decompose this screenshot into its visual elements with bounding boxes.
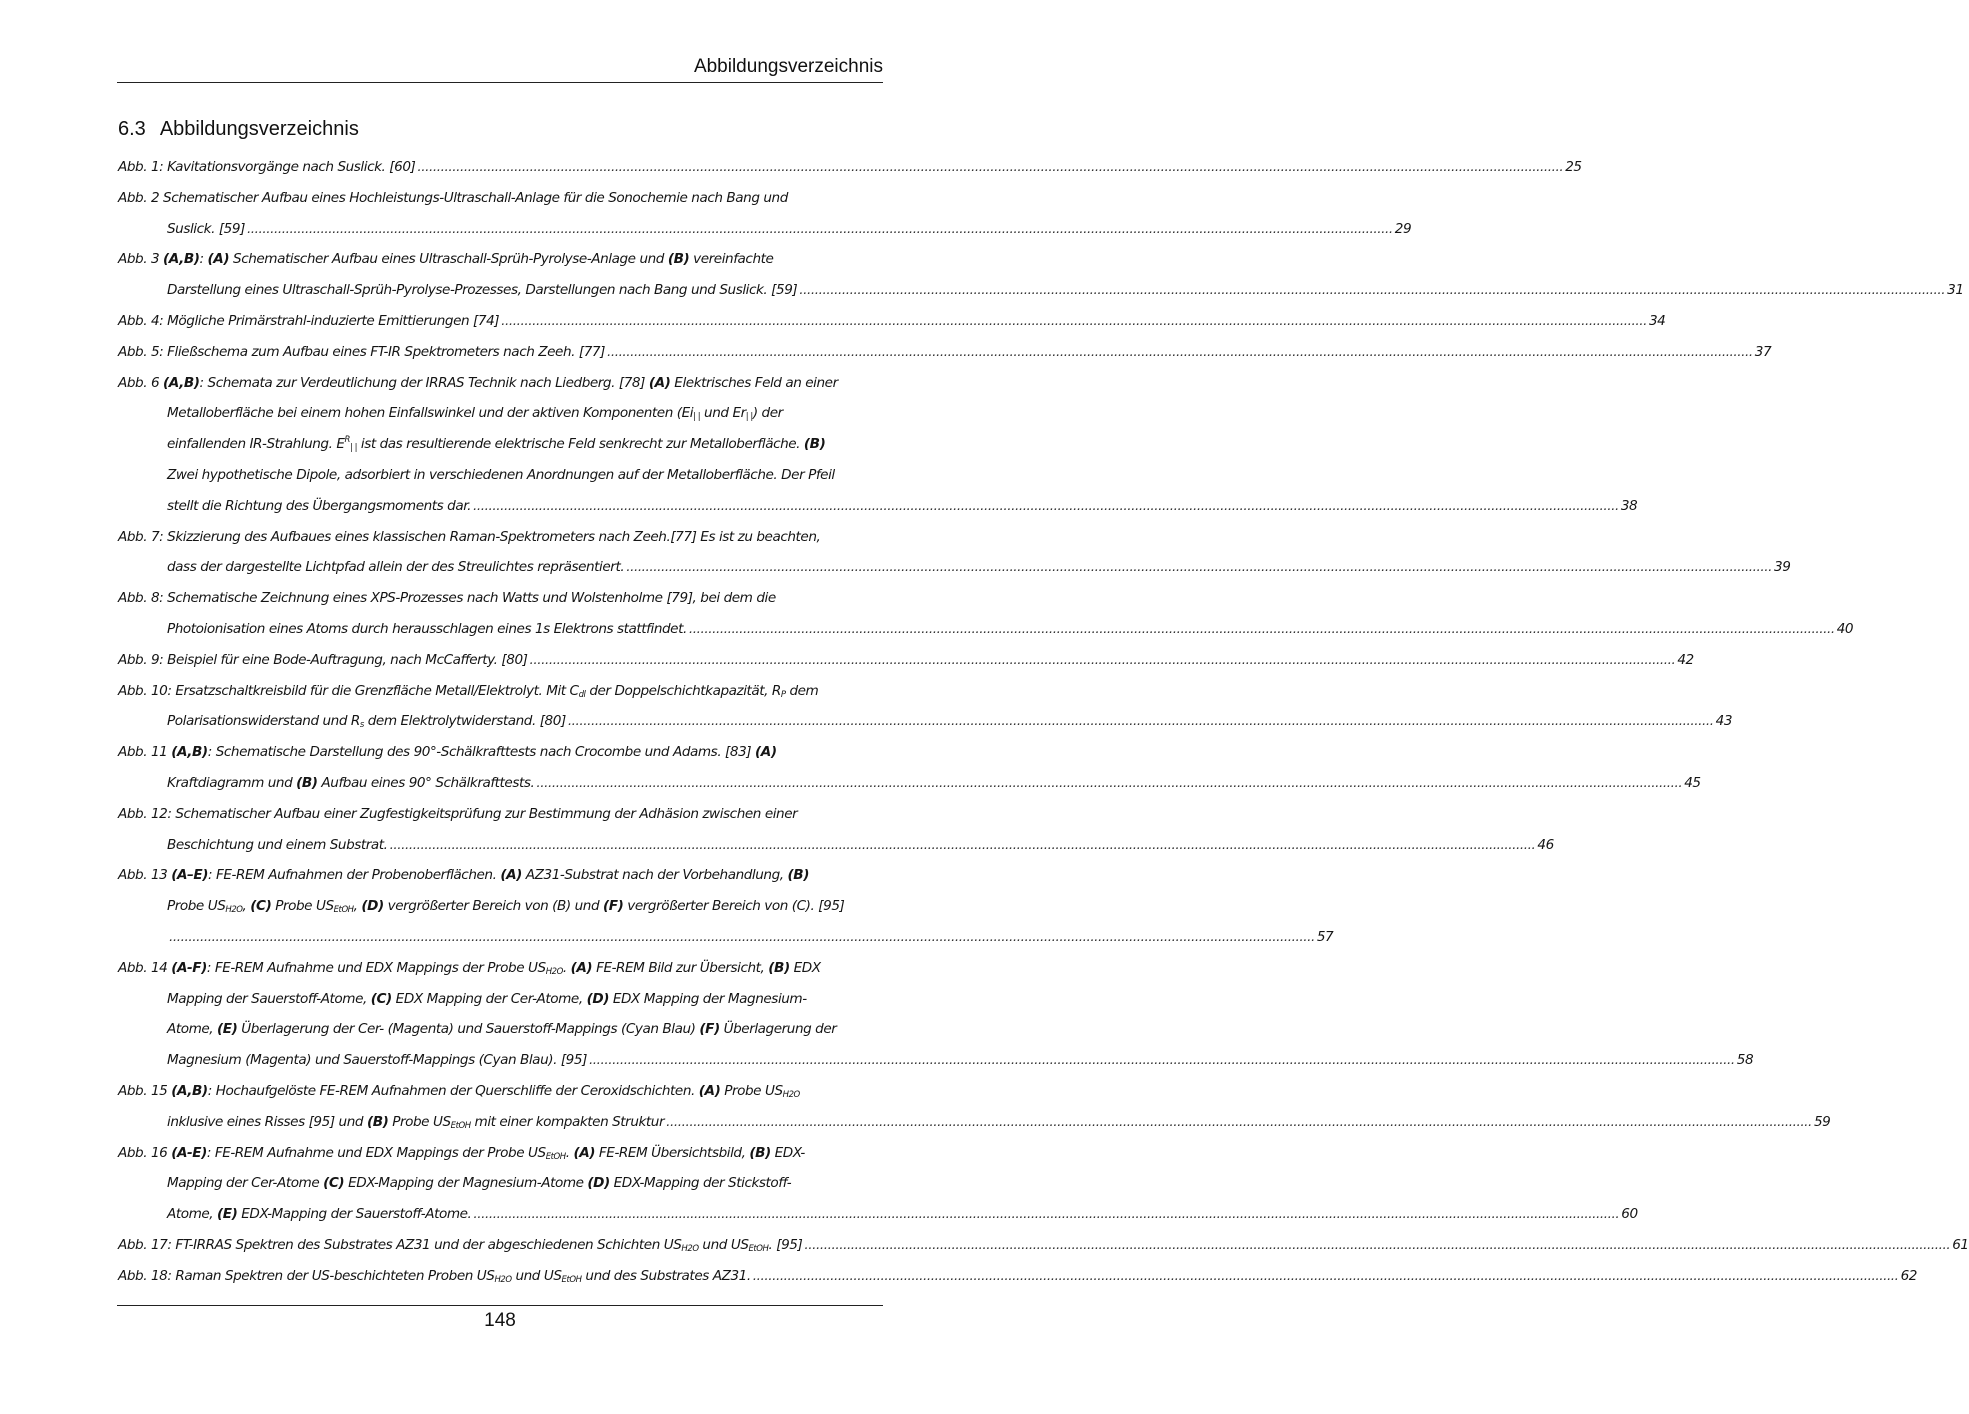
- figure-entry: [118, 1076, 1831, 1138]
- entry-text: [167, 1107, 664, 1138]
- figure-entry-line: [118, 1014, 882, 1045]
- figure-entry-line: [118, 799, 882, 830]
- dot-leader: [753, 1261, 1899, 1292]
- subscript: H2O: [782, 1089, 800, 1100]
- text-run: der Doppelschichtkapazität, R: [585, 682, 781, 699]
- text-run: mit einer kompakten Struktur: [470, 1113, 665, 1130]
- entry-page-number: 39: [1774, 559, 1791, 576]
- entry-text: [167, 429, 825, 460]
- bold-label: (B): [749, 1144, 771, 1161]
- figure-entry: [118, 953, 1754, 1076]
- figure-entry: [118, 860, 1334, 952]
- entry-page-number: 45: [1684, 774, 1701, 791]
- bold-label: (C): [323, 1175, 345, 1192]
- text-run: Abb. 15: [118, 1082, 172, 1099]
- bold-label: (F): [699, 1021, 720, 1038]
- subscript: H2O: [225, 905, 243, 916]
- dot-leader: [626, 552, 1772, 583]
- dot-leader: [473, 491, 1619, 522]
- text-run: : FE-REM Aufnahme und EDX Mappings der Probe US: [206, 959, 546, 976]
- bold-label: (A): [573, 1144, 596, 1161]
- section-number: 6.3: [118, 118, 146, 140]
- entry-text: [167, 706, 566, 737]
- text-run: Atome,: [167, 1206, 218, 1223]
- text-run: . [95]: [768, 1236, 803, 1253]
- entry-page-number: 25: [1565, 159, 1582, 175]
- figure-entry: [118, 799, 1554, 861]
- text-run: Abb. 10: Ersatzschaltkreisbild für die Grenzfläche Metall/Elektrolyt. Mit C: [118, 682, 579, 699]
- figure-entry-line: [118, 1076, 882, 1107]
- text-run: : Hochaufgelöste FE-REM Aufnahmen der Querschliffe der Ceroxidschichten.: [207, 1082, 699, 1099]
- figure-entry-line: [118, 183, 882, 214]
- text-run: vereinfachte: [689, 251, 774, 268]
- text-run: einfallenden IR-Strahlung. E: [167, 436, 345, 453]
- entry-text: [167, 1168, 791, 1199]
- entry-page-number: 60: [1621, 1206, 1638, 1223]
- figure-entry-line: [118, 645, 1694, 676]
- figure-entry-line: [118, 491, 1638, 522]
- text-run: FE-REM Übersichtsbild,: [595, 1144, 750, 1161]
- bold-label: (D): [361, 898, 384, 915]
- text-run: Mapping der Sauerstoff-Atome,: [167, 990, 371, 1007]
- bold-label: (A–E): [171, 867, 208, 884]
- entry-text: [118, 1261, 751, 1292]
- bold-label: (A): [207, 251, 230, 268]
- text-run: AZ31-Substrat nach der Vorbehandlung,: [521, 867, 788, 884]
- text-run: inklusive eines Risses [95] und: [167, 1113, 367, 1130]
- text-run: .: [565, 1144, 574, 1161]
- subscript: EtOH: [561, 1274, 582, 1285]
- text-run: und Er: [700, 405, 746, 422]
- text-run: Abb. 18: Raman Spektren der US-beschichteten Proben US: [118, 1267, 495, 1284]
- text-run: Metalloberfläche bei einem hohen Einfallswinkel und der aktiven Komponenten (Ei: [167, 405, 694, 422]
- dot-leader: [501, 306, 1647, 337]
- subscript: | |: [693, 412, 701, 423]
- superscript: R: [344, 435, 350, 446]
- entry-text: [167, 275, 797, 306]
- dot-leader: [689, 614, 1835, 645]
- subscript: P: [780, 689, 786, 700]
- text-run: Magnesium (Magenta) und Sauerstoff-Mappings (Cyan Blau). [95]: [167, 1052, 587, 1069]
- entry-text: [167, 214, 245, 245]
- entry-text: [167, 460, 835, 491]
- text-run: ) der: [752, 405, 783, 422]
- text-run: dass der dargestellte Lichtpfad allein der des Streulichtes repräsentiert.: [167, 559, 625, 576]
- figure-entry-line: [118, 1168, 882, 1199]
- entry-text: [118, 737, 777, 768]
- text-run: Abb. 16: [118, 1144, 172, 1161]
- footer-rule: [117, 1305, 883, 1306]
- bold-label: (A-F): [171, 959, 207, 976]
- bold-label: (A,B): [171, 1082, 208, 1099]
- text-run: Atome,: [167, 1021, 218, 1038]
- entry-text: [167, 398, 783, 429]
- entry-page-number: 58: [1736, 1052, 1754, 1069]
- running-header: Abbildungsverzeichnis: [117, 56, 883, 83]
- text-run: Mapping der Cer-Atome: [167, 1175, 324, 1192]
- figure-entry: [118, 337, 1772, 368]
- entry-text: [118, 799, 797, 830]
- subscript: EtOH: [333, 905, 354, 916]
- entry-text: [167, 1199, 471, 1230]
- text-run: Abb. 17: FT-IRRAS Spektren des Substrates AZ31 und der abgeschiedenen Schichten US: [118, 1236, 682, 1253]
- text-run: Abb. 5: Fließschema zum Aufbau eines FT-IR Spektrometers nach Zeeh. [77]: [118, 343, 605, 360]
- entry-text: [167, 1045, 587, 1076]
- figure-entry-line: [118, 1199, 1638, 1230]
- text-run: Abb. 6: [118, 374, 164, 391]
- figure-entry: [118, 676, 1733, 738]
- dot-leader: [804, 1230, 1950, 1261]
- entry-page-number: 40: [1836, 620, 1854, 637]
- text-run: Photoionisation eines Atoms durch herausschlagen eines 1s Elektrons stattfindet.: [167, 620, 687, 637]
- figure-entry-line: [118, 429, 882, 460]
- figure-entry: [118, 737, 1701, 799]
- bold-label: (A): [648, 374, 671, 391]
- bold-label: (B): [296, 774, 318, 791]
- figure-entry-line: [118, 552, 1791, 583]
- bold-label: (B): [787, 867, 809, 884]
- text-run: Probe US: [271, 898, 334, 915]
- figure-entry: [118, 183, 1412, 245]
- bold-label: (B): [768, 959, 790, 976]
- entry-text: [118, 522, 820, 553]
- figure-entry-line: [118, 1107, 1831, 1138]
- text-run: und US: [511, 1267, 562, 1284]
- dot-leader: [473, 1199, 1619, 1230]
- text-run: Probe US: [720, 1082, 783, 1099]
- section-heading: [118, 118, 359, 141]
- subscript: H2O: [494, 1274, 512, 1285]
- subscript: EtOH: [748, 1243, 769, 1254]
- dot-leader: [247, 214, 1393, 245]
- text-run: Abb. 1: Kavitationsvorgänge nach Suslick. [60]: [118, 159, 416, 175]
- figure-entry-line: [118, 306, 1666, 337]
- figure-entry-line: [118, 891, 882, 922]
- figure-entry-line: [118, 676, 882, 707]
- figure-entry: [118, 152, 1582, 183]
- text-run: Zwei hypothetische Dipole, adsorbiert in verschiedenen Anordnungen auf der Metalloberfläche. Der Pfeil: [167, 466, 835, 483]
- entry-page-number: 38: [1620, 497, 1638, 514]
- entry-text: [118, 583, 776, 614]
- figure-entry-line: [118, 583, 882, 614]
- bold-label: (A): [698, 1082, 721, 1099]
- figure-list: [118, 152, 1969, 1291]
- bold-label: (B): [667, 251, 690, 268]
- entry-text: [167, 768, 534, 799]
- text-run: Polarisationswiderstand und R: [167, 713, 360, 730]
- bold-label: (D): [586, 990, 609, 1007]
- figure-entry-line: [118, 614, 1854, 645]
- entry-text: [167, 614, 687, 645]
- entry-page-number: 61: [1952, 1236, 1969, 1253]
- text-run: Abb. 11: [118, 744, 172, 761]
- subscript: H2O: [681, 1243, 699, 1254]
- entry-page-number: 34: [1648, 312, 1666, 329]
- entry-text: [167, 891, 844, 922]
- entry-text: [118, 645, 528, 676]
- text-run: EDX Mapping der Cer-Atome,: [391, 990, 587, 1007]
- subscript: | |: [349, 443, 358, 454]
- entry-text: [167, 984, 807, 1015]
- figure-entry-line: [118, 522, 882, 553]
- entry-text: [118, 953, 821, 984]
- text-run: EDX Mapping der Magnesium-: [608, 990, 807, 1007]
- bold-label: (C): [250, 898, 272, 915]
- dot-leader: [568, 706, 1714, 737]
- text-run: FE-REM Bild zur Übersicht,: [592, 959, 769, 976]
- entry-text: [118, 152, 415, 183]
- text-run: :: [199, 251, 208, 268]
- entry-page-number: 57: [1316, 928, 1334, 945]
- section-title: Abbildungsverzeichnis: [159, 118, 359, 140]
- text-run: EDX-Mapping der Magnesium-Atome: [344, 1175, 588, 1192]
- figure-entry-line: [118, 860, 882, 891]
- text-run: Überlagerung der: [719, 1021, 837, 1038]
- figure-entry-line: [118, 830, 1554, 861]
- entry-text: [118, 244, 773, 275]
- figure-entry: [118, 368, 1638, 522]
- figure-entry-line: [118, 460, 882, 491]
- figure-entry: [118, 1230, 1969, 1261]
- bold-label: (B): [366, 1113, 389, 1130]
- text-run: EDX-: [770, 1144, 805, 1161]
- entry-page-number: 31: [1947, 282, 1964, 299]
- bold-label: (A): [755, 744, 777, 761]
- figure-entry-line: [118, 706, 1733, 737]
- figure-entry-line: [118, 244, 882, 275]
- dot-leader: [530, 645, 1676, 676]
- entry-text: [118, 676, 818, 707]
- dot-leader: [607, 337, 1753, 368]
- figure-entry: [118, 244, 1964, 306]
- dot-leader: [417, 152, 1563, 183]
- entry-text: [118, 183, 788, 214]
- text-run: Abb. 9: Beispiel für eine Bode-Auftragung, nach McCafferty. [80]: [118, 651, 528, 668]
- figure-entry: [118, 583, 1854, 645]
- text-run: Abb. 2 Schematischer Aufbau eines Hochleistungs-Ultraschall-Anlage für die Sonochemie nach Bang und: [118, 189, 788, 206]
- figure-entry-line: [118, 398, 882, 429]
- text-run: stellt die Richtung des Übergangsmoments dar.: [167, 497, 471, 514]
- entry-text: [118, 368, 838, 399]
- bold-label: (A,B): [171, 744, 208, 761]
- text-run: Schematischer Aufbau eines Ultraschall-Sprüh-Pyrolyse-Anlage und: [229, 251, 668, 268]
- bold-label: (F): [603, 898, 624, 915]
- entry-page-number: 62: [1900, 1267, 1917, 1284]
- text-run: Abb. 4: Mögliche Primärstrahl-induzierte Emittierungen [74]: [118, 312, 500, 329]
- dot-leader: [536, 768, 1682, 799]
- figure-entry-line: [118, 214, 1412, 245]
- figure-entry: [118, 1261, 1917, 1292]
- entry-text: [167, 552, 624, 583]
- figure-entry-line: [118, 1261, 1917, 1292]
- entry-text: [118, 306, 499, 337]
- text-run: Kraftdiagramm und: [167, 774, 297, 791]
- entry-text: [118, 860, 809, 891]
- page-number: 148: [484, 1310, 516, 1331]
- subscript: s: [359, 720, 364, 731]
- bold-label: (C): [370, 990, 392, 1007]
- figure-entry-line: [118, 984, 882, 1015]
- text-run: vergrößerter Bereich von (C). [95]: [623, 898, 845, 915]
- text-run: : FE-REM Aufnahmen der Probenoberflächen.: [208, 867, 501, 884]
- text-run: Abb. 7: Skizzierung des Aufbaues eines klassischen Raman-Spektrometers nach Zeeh.[77] Es ist zu beachten,: [118, 528, 821, 545]
- subscript: H2O: [545, 966, 563, 977]
- figure-entry-line: [118, 953, 882, 984]
- entry-text: [118, 1138, 805, 1169]
- dot-leader: [390, 830, 1536, 861]
- figure-entry-line: [118, 1045, 1754, 1076]
- text-run: EDX-Mapping der Sauerstoff-Atome.: [237, 1206, 472, 1223]
- figure-entry: [118, 1138, 1638, 1230]
- text-run: EDX-Mapping der Stickstoff-: [609, 1175, 792, 1192]
- figure-entry-line: [118, 337, 1772, 368]
- bold-label: (A): [570, 959, 593, 976]
- entry-text: [167, 830, 388, 861]
- text-run: Abb. 8: Schematische Zeichnung eines XPS-Prozesses nach Watts und Wolstenholme [79], bei dem die: [118, 590, 776, 607]
- entry-text: [118, 337, 605, 368]
- figure-entry-line: [118, 768, 1701, 799]
- bold-label: (D): [587, 1175, 610, 1192]
- subscript: EtOH: [450, 1120, 471, 1131]
- text-run: Probe US: [167, 898, 226, 915]
- subscript: | |: [745, 412, 753, 423]
- text-run: Abb. 13: [118, 867, 172, 884]
- entry-text: [167, 491, 471, 522]
- dot-leader: [799, 275, 1945, 306]
- text-run: Elektrisches Feld an einer: [670, 374, 838, 391]
- figure-entry-line: [118, 737, 882, 768]
- text-run: Abb. 14: [118, 959, 172, 976]
- entry-page-number: 29: [1394, 220, 1412, 237]
- dot-leader: [666, 1107, 1812, 1138]
- bold-label: (A,B): [163, 251, 200, 268]
- text-run: dem Elektrolytwiderstand. [80]: [363, 713, 566, 730]
- entry-page-number: 46: [1537, 836, 1554, 853]
- text-run: Darstellung eines Ultraschall-Sprüh-Pyrolyse-Prozesses, Darstellungen nach Bang und Suslick. [59]: [167, 282, 798, 299]
- subscript: EtOH: [545, 1151, 566, 1162]
- entry-page-number: 37: [1754, 343, 1772, 360]
- text-run: dem: [785, 682, 819, 699]
- text-run: und US: [698, 1236, 749, 1253]
- figure-entry-line: [118, 1230, 1969, 1261]
- text-run: Abb. 3: [118, 251, 164, 268]
- figure-entry-line: [118, 368, 882, 399]
- subscript: dl: [578, 689, 586, 700]
- text-run: ist das resultierende elektrische Feld senkrecht zur Metalloberfläche.: [357, 436, 804, 453]
- text-run: Beschichtung und einem Substrat.: [167, 836, 388, 853]
- entry-page-number: 42: [1677, 651, 1694, 668]
- bold-label: (B): [803, 436, 826, 453]
- figure-entry-line: [118, 152, 1582, 183]
- figure-entry-line: [118, 275, 1964, 306]
- entry-text: [118, 1230, 802, 1261]
- figure-entry: [118, 522, 1791, 584]
- text-run: Suslick. [59]: [167, 220, 245, 237]
- text-run: : Schemata zur Verdeutlichung der IRRAS Technik nach Liedberg. [78]: [199, 374, 649, 391]
- figure-entry-line: [118, 1138, 882, 1169]
- text-run: vergrößerter Bereich von (B) und: [383, 898, 603, 915]
- text-run: Überlagerung der Cer- (Magenta) und Sauerstoff-Mappings (Cyan Blau): [237, 1021, 700, 1038]
- text-run: .: [562, 959, 571, 976]
- text-run: Aufbau eines 90° Schälkrafttests.: [317, 774, 535, 791]
- entry-text: [118, 1076, 800, 1107]
- text-run: Abb. 12: Schematischer Aufbau einer Zugfestigkeitsprüfung zur Bestimmung der Adhäsion zwischen einer: [118, 805, 798, 822]
- bold-label: (A): [500, 867, 522, 884]
- bold-label: (A,B): [163, 374, 200, 391]
- bold-label: (E): [217, 1021, 238, 1038]
- figure-entry-line: [118, 922, 1334, 953]
- text-run: Probe US: [388, 1113, 451, 1130]
- text-run: : FE-REM Aufnahme und EDX Mappings der Probe US: [206, 1144, 546, 1161]
- text-run: ,: [242, 898, 251, 915]
- bold-label: (A-E): [171, 1144, 207, 1161]
- text-run: ,: [353, 898, 362, 915]
- figure-entry: [118, 306, 1666, 337]
- text-run: EDX: [789, 959, 821, 976]
- bold-label: (E): [217, 1206, 238, 1223]
- text-run: : Schematische Darstellung des 90°-Schälkrafttests nach Crocombe und Adams. [83]: [207, 744, 756, 761]
- entry-text: [167, 1014, 836, 1045]
- dot-leader: [589, 1045, 1735, 1076]
- figure-entry: [118, 645, 1694, 676]
- entry-page-number: 59: [1813, 1113, 1831, 1130]
- entry-page-number: 43: [1715, 713, 1733, 730]
- dot-leader: [169, 922, 1315, 953]
- text-run: und des Substrates AZ31.: [581, 1267, 751, 1284]
